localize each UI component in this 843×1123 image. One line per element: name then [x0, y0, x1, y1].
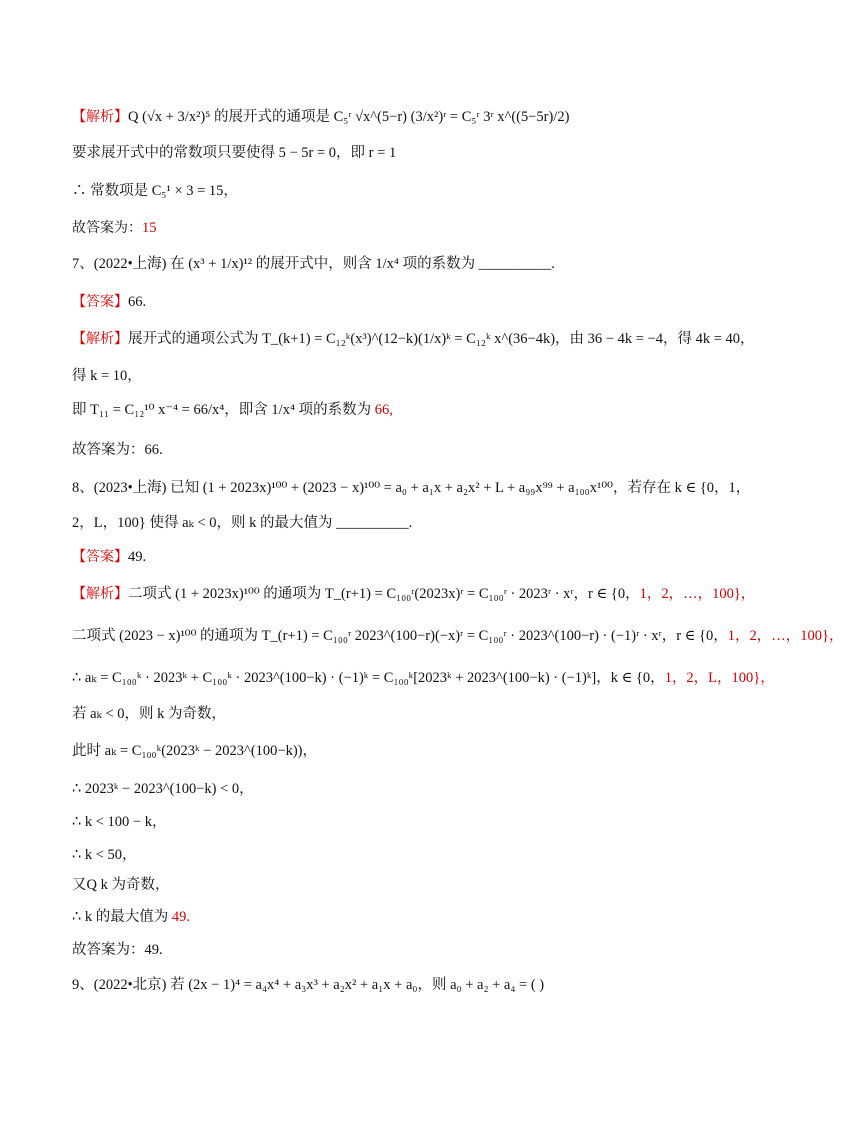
solution-line — [72, 217, 754, 239]
answer-line — [72, 546, 754, 568]
solution-line — [72, 939, 754, 961]
solution-line — [72, 740, 754, 762]
answer-value: 49. — [171, 909, 190, 925]
analysis-tag: 【解析】 — [72, 586, 128, 602]
solution-line — [72, 106, 754, 128]
solution-line — [72, 778, 754, 800]
solution-line — [72, 180, 754, 202]
solution-text: Q (√x + 3/x²)⁵ 的展开式的通项是 C₅ʳ √x^(5−r) (3/x²)ʳ = C₅ʳ 3ʳ x^((5−5r)/2) — [128, 109, 570, 125]
solution-text: 展开式的通项公式为 T_(k+1) = C₁₂ᵏ(x³)^(12−k)(1/x)ᵏ = C₁₂ᵏ x^(36−4k)，由 36 − 4k = −4，得 4k = 40， — [128, 331, 755, 347]
analysis-tag: 【解析】 — [72, 109, 128, 125]
solution-text: 得 k = 10， — [72, 368, 142, 384]
answer-text: 66. — [128, 294, 147, 310]
answer-line — [72, 291, 754, 313]
answer-value: 1，2，…，100}， — [639, 586, 756, 602]
question-text: 7、(2022•上海) 在 (x³ + 1/x)¹² 的展开式中，则含 1/x⁴ 项的系数为 __________. — [72, 256, 555, 272]
solution-text: 要求展开式中的常数项只要使得 5 − 5r = 0，即 r = 1 — [72, 145, 397, 161]
answer-value: 1，2，…，100}， — [727, 628, 843, 644]
solution-line — [72, 365, 754, 387]
solution-text: 若 aₖ < 0，则 k 为奇数， — [72, 706, 227, 722]
solution-text: ∴ 常数项是 C₅¹ × 3 = 15， — [72, 183, 238, 199]
question-9 — [72, 974, 754, 996]
solution-line — [72, 328, 754, 350]
solution-text: ∴ k < 100 − k， — [72, 814, 167, 830]
solution-line — [72, 811, 754, 833]
solution-text: 二项式 (1 + 2023x)¹⁰⁰ 的通项为 T_(r+1) = C₁₀₀ʳ(2023x)ʳ = C₁₀₀ʳ · 2023ʳ · xʳ，r ∈ {0， — [128, 586, 640, 602]
question-text: 8、(2023•上海) 已知 (1 + 2023x)¹⁰⁰ + (2023 − x)¹⁰⁰ = a₀ + a₁x + a₂x² + L + a₉₉x⁹⁹ + a₁₀₀x¹⁰⁰，若存在 k ∈ {0，1， — [72, 480, 751, 496]
solution-line — [72, 667, 775, 689]
answer-tag: 【答案】 — [72, 549, 128, 565]
answer-value: 1，2，L，100}， — [664, 670, 775, 686]
analysis-tag: 【解析】 — [72, 331, 128, 347]
answer-tag: 【答案】 — [72, 294, 128, 310]
solution-line — [72, 399, 754, 421]
solution-line — [72, 874, 754, 896]
solution-line — [72, 703, 754, 725]
question-7 — [72, 253, 754, 275]
answer-value: 15 — [142, 220, 157, 236]
solution-text: ∴ aₖ = C₁₀₀ᵏ · 2023ᵏ + C₁₀₀ᵏ · 2023^(100−k) · (−1)ᵏ = C₁₀₀ᵏ[2023ᵏ + 2023^(100−k) · (−1)ᵏ]，k ∈ {0， — [72, 670, 665, 686]
solution-text: 故答案为：49. — [72, 942, 163, 958]
solution-line — [72, 844, 754, 866]
solution-text: 即 T₁₁ = C₁₂¹⁰ x⁻⁴ = 66/x⁴，即含 1/x⁴ 项的系数为 — [72, 402, 375, 418]
solution-line — [72, 583, 754, 605]
solution-text: 此时 aₖ = C₁₀₀ᵏ(2023ᵏ − 2023^(100−k))， — [72, 743, 317, 759]
solution-line — [72, 625, 843, 647]
solution-text: 故答案为：66. — [72, 442, 163, 458]
solution-text: 又Q k 为奇数， — [72, 877, 170, 893]
answer-value: 66, — [374, 402, 393, 418]
question-text: 2，L，100} 使得 aₖ < 0，则 k 的最大值为 __________. — [72, 515, 413, 531]
solution-text: ∴ k 的最大值为 — [72, 909, 172, 925]
solution-line — [72, 439, 754, 461]
solution-text: 二项式 (2023 − x)¹⁰⁰ 的通项为 T_(r+1) = C₁₀₀ʳ 2023^(100−r)(−x)ʳ = C₁₀₀ʳ · 2023^(100−r) · (−1)ʳ · xʳ，r ∈ {0， — [72, 628, 728, 644]
solution-line — [72, 142, 754, 164]
question-8-cont — [72, 512, 754, 534]
answer-text: 49. — [128, 549, 147, 565]
question-text: 9、(2022•北京) 若 (2x − 1)⁴ = a₄x⁴ + a₃x³ + a₂x² + a₁x + a₀，则 a₀ + a₂ + a₄ = ( ) — [72, 977, 545, 993]
solution-line — [72, 906, 754, 928]
question-8 — [72, 477, 754, 499]
solution-text: 故答案为： — [72, 220, 142, 236]
solution-text: ∴ k < 50， — [72, 847, 137, 863]
solution-text: ∴ 2023ᵏ − 2023^(100−k) < 0， — [72, 781, 254, 797]
